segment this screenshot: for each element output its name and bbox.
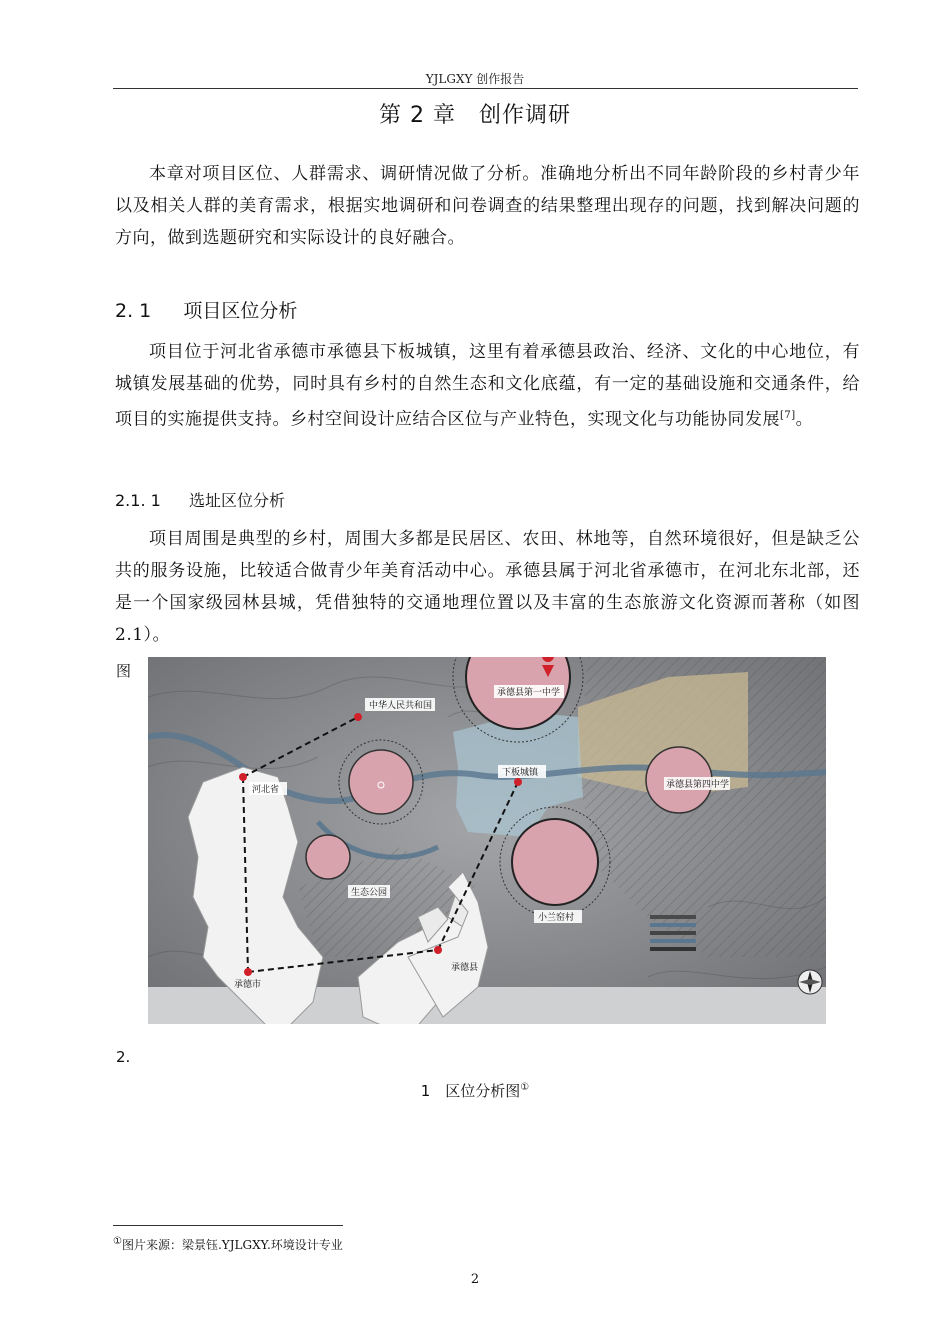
header-rule	[113, 88, 858, 89]
marker-hebei	[239, 773, 247, 781]
figure-caption	[0, 1080, 950, 1101]
section-paragraph-end: 。	[795, 409, 814, 430]
marker-chengde-city	[244, 968, 252, 976]
subsection-heading	[115, 488, 285, 511]
label-chengde-city: 承德市	[234, 980, 262, 990]
label-school4: 承德县第四中学	[666, 780, 730, 790]
page-number: 2	[470, 1272, 480, 1287]
label-chengde-county: 承德县	[451, 963, 479, 973]
location-map	[148, 657, 826, 1024]
marker-china	[354, 713, 362, 721]
citation-ref: [7]	[780, 410, 796, 421]
footnote-text: 图片来源：梁景钰.YJLGXY.环境设计专业	[121, 1238, 343, 1252]
footnote-mark: ①	[113, 1236, 122, 1247]
compass-icon	[798, 970, 822, 994]
subsection-title: 选址区位分析	[188, 491, 285, 510]
location-map-figure	[148, 657, 826, 1024]
section-number: 2. 1	[115, 300, 152, 322]
footnote	[113, 1236, 343, 1253]
section-paragraph-text: 项目位于河北省承德市承德县下板城镇，这里有着承德县政治、经济、文化的中心地位，有城镇发展基础的优势，同时具有乡村的自然生态和文化底蕴，有一定的基础设施和交通条件，给项目的实施提供支持。乡村空间设计应结合区位与产业特色，实现文化与功能协同发展	[115, 342, 860, 430]
label-hebei: 河北省	[252, 785, 280, 795]
running-header: YJLGXY 创作报告	[425, 72, 525, 86]
label-ecopark: 生态公园	[351, 888, 388, 898]
label-school1: 承德县第一中学	[497, 688, 561, 698]
caption-footnote-mark: ①	[520, 1082, 530, 1093]
subsection-number: 2.1. 1	[115, 491, 161, 510]
section-paragraph	[115, 336, 860, 436]
figure-label-top: 图	[116, 662, 132, 680]
zone-circle-1	[306, 835, 350, 879]
subsection-paragraph: 项目周围是典型的乡村，周围大多都是民居区、农田、林地等，自然环境很好，但是缺乏公共的服务设施，比较适合做青少年美育活动中心。承德县属于河北省承德市，在河北东北部，还是一个国家级园林县城，凭借独特的交通地理位置以及丰富的生态旅游文化资源而著称（如图 2.1）。	[115, 529, 860, 645]
marker-town	[514, 778, 522, 786]
intro-paragraph: 本章对项目区位、人群需求、调研情况做了分析。准确地分析出不同年龄阶段的乡村青少年以及相关人群的美育需求，根据实地调研和问卷调查的结果整理出现存的问题，找到解决问题的方向，做到选题研究和实际设计的良好融合。	[115, 164, 860, 248]
label-china: 中华人民共和国	[369, 701, 433, 711]
section-heading	[115, 296, 297, 323]
footnote-rule	[113, 1225, 343, 1226]
label-village: 小兰窑村	[538, 913, 575, 923]
village-circle	[512, 819, 598, 905]
section-title: 项目区位分析	[183, 300, 298, 322]
caption-text: 1 区位分析图	[420, 1082, 521, 1100]
marker-chengde-county	[434, 946, 442, 954]
label-town: 下板城镇	[502, 768, 539, 778]
chapter-title: 第 2 章 创作调研	[379, 103, 571, 128]
figure-label-bottom: 2.	[116, 1048, 131, 1066]
